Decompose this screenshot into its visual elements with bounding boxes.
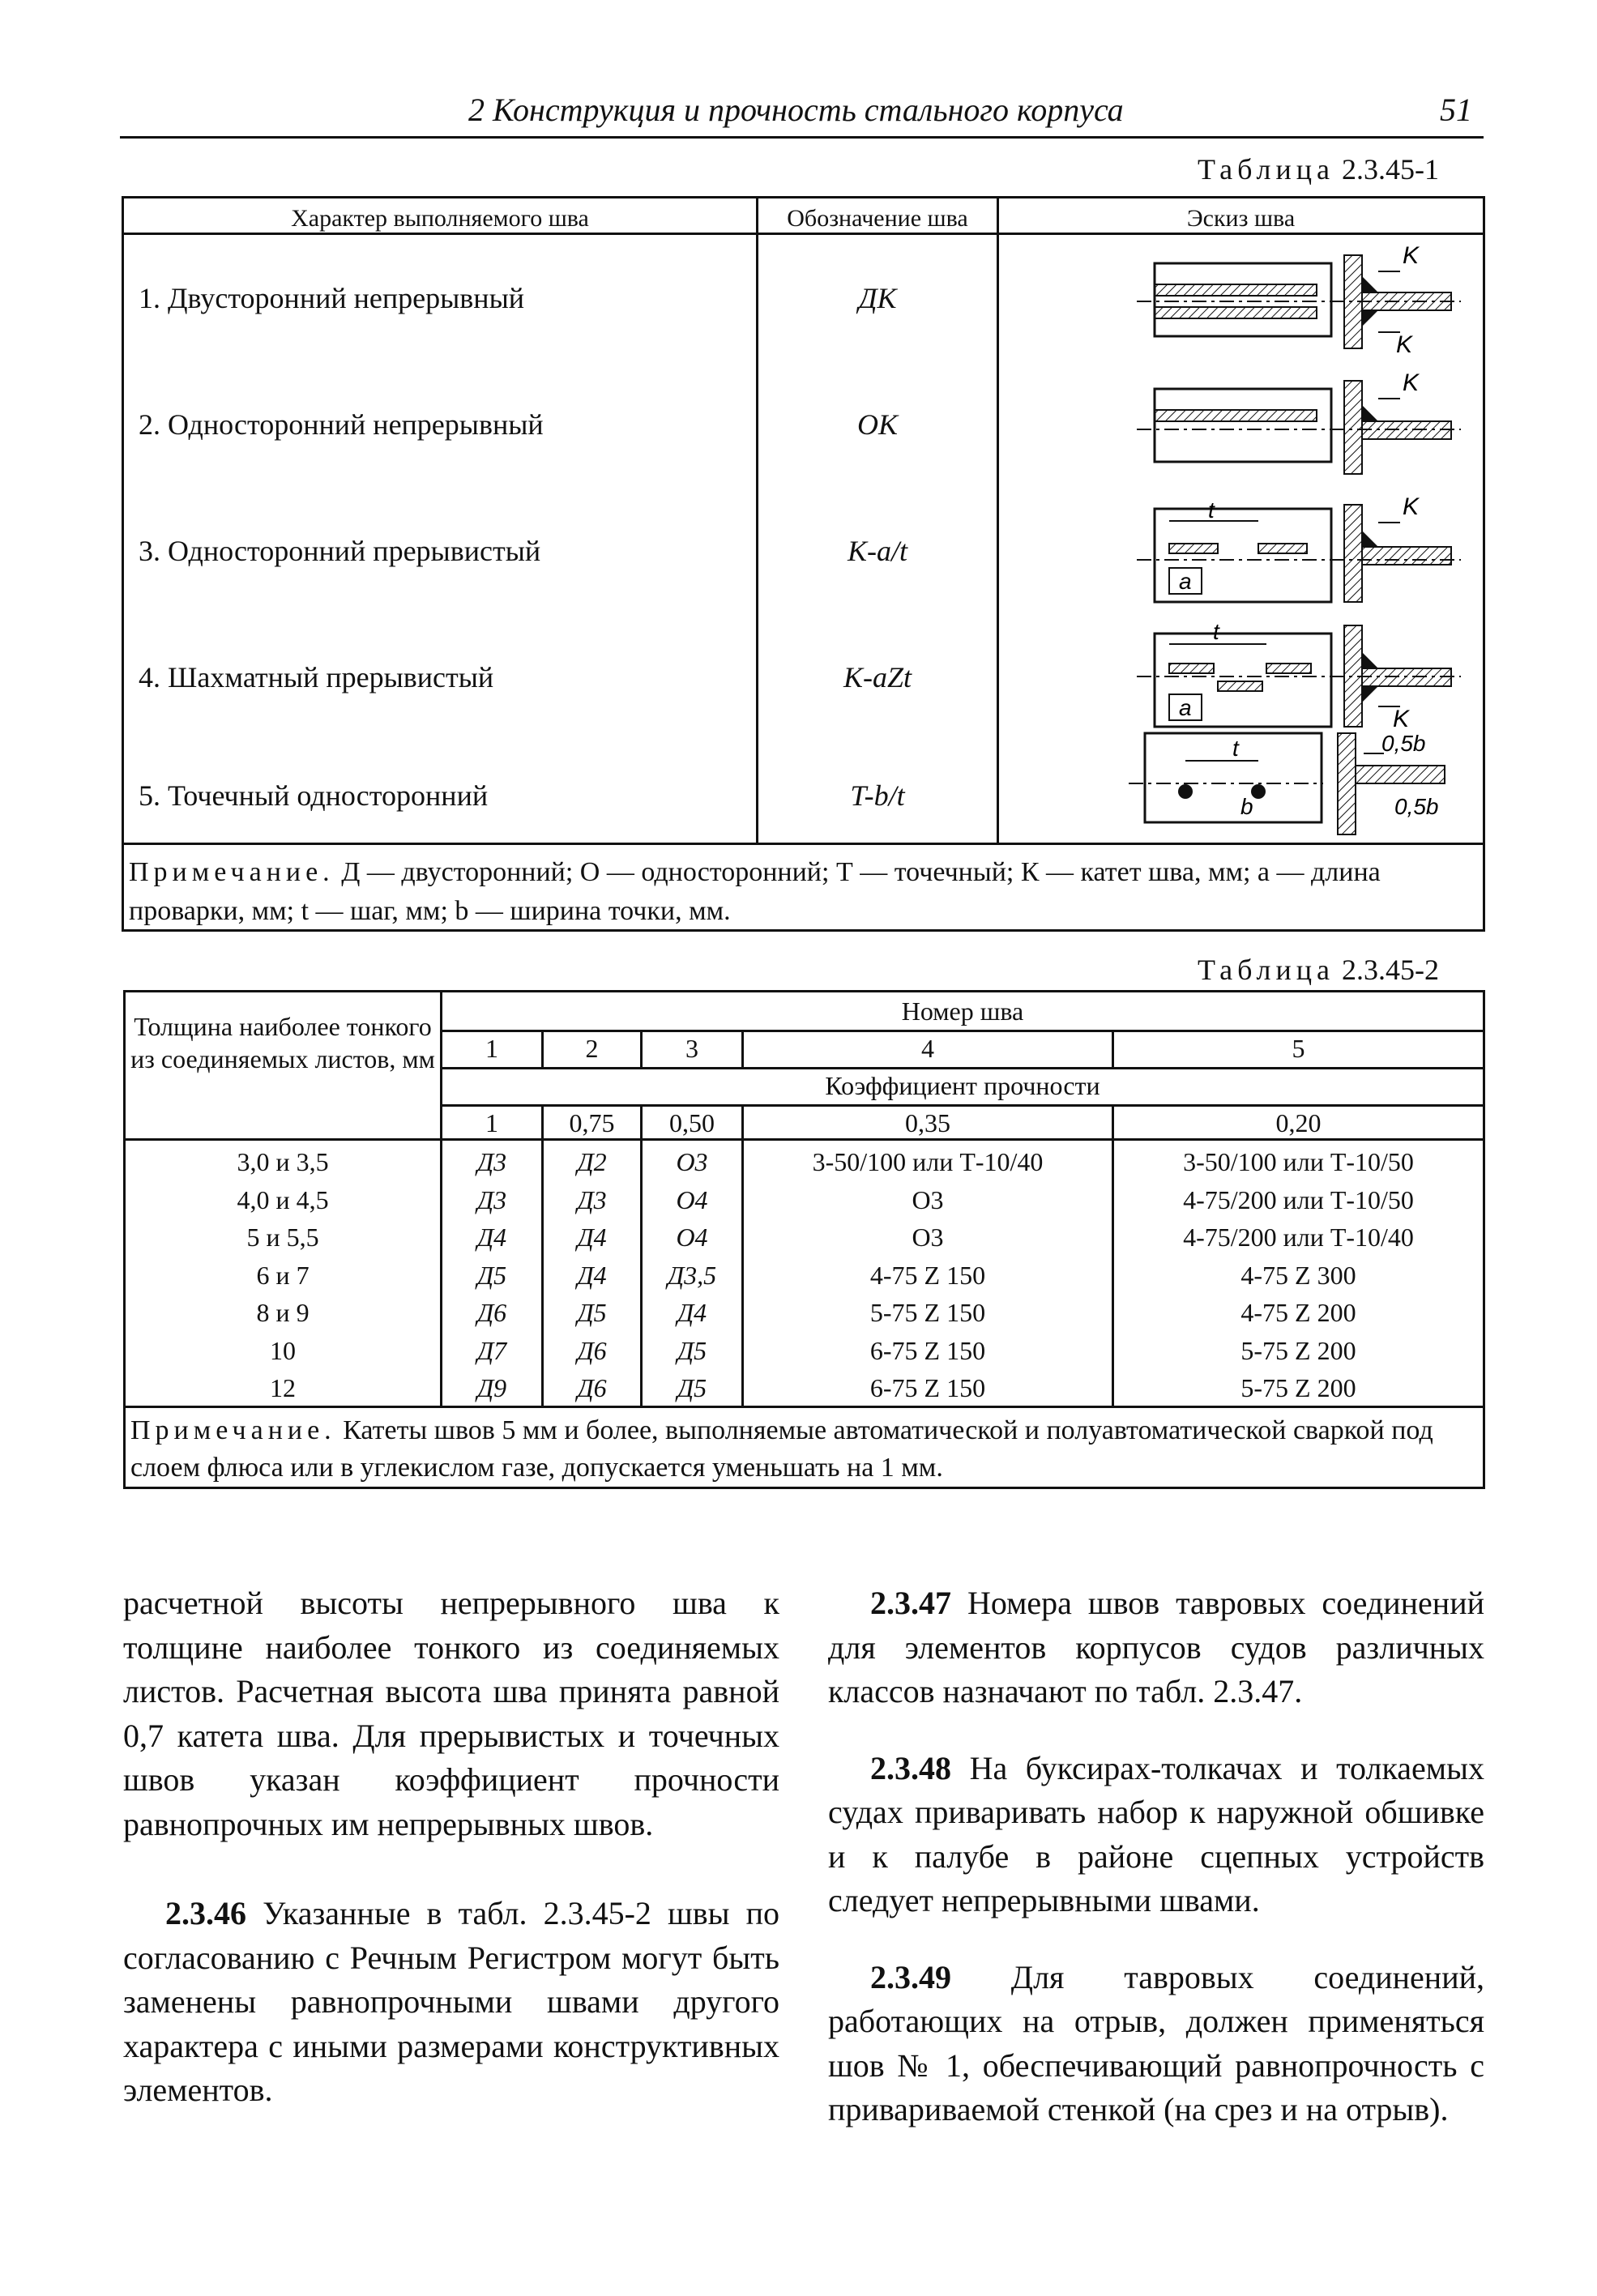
- strength-cell: 0,75: [569, 1108, 615, 1137]
- clause-number: 2.3.47: [870, 1585, 951, 1621]
- thickness-cell: 3,0 и 3,5: [237, 1147, 329, 1176]
- weld-value-cell: О4: [676, 1184, 708, 1214]
- weld-number-cell: 4: [921, 1034, 934, 1063]
- weld-row-label: 1. Двусторонний непрерывный: [139, 282, 525, 314]
- weld-number-cell: 3: [685, 1034, 698, 1063]
- note-text: Катеты швов 5 мм и более, выполняемые автоматической и полуавтоматической сваркой под слоем флюса или в углекислом газе, допускается уменьшать на 1 мм.: [130, 1415, 1433, 1483]
- table1-caption: [1198, 152, 1439, 186]
- weld-row-label: 4. Шахматный прерывистый: [139, 661, 494, 693]
- weld-row-label: 3. Односторонний прерывистый: [139, 535, 541, 567]
- weld-value-cell: Д4: [577, 1260, 607, 1290]
- paragraph-2-3-48: [828, 1747, 1484, 1923]
- thickness-cell: 8 и 9: [256, 1298, 310, 1327]
- weld-value-cell: Д2: [577, 1147, 607, 1176]
- weld-value-cell: Д5: [476, 1260, 507, 1290]
- sketch-label-a: a: [1179, 569, 1192, 594]
- sketch-label-k: K: [1403, 242, 1420, 269]
- weld-value-cell: Д4: [677, 1298, 707, 1327]
- sketch-label-a: a: [1179, 695, 1192, 720]
- weld-value-cell: Д4: [577, 1223, 607, 1252]
- weld-value-cell: 6-75 Z 150: [869, 1373, 986, 1402]
- note-text: Д — двусторонний; О — односторонний; Т — точечный; К — катет шва, мм; a — длина проварки, мм; t — шаг, мм; b — ширина точки, мм.: [129, 857, 1381, 926]
- strength-cell: 1: [485, 1108, 498, 1137]
- weld-number-cell: 5: [1292, 1034, 1305, 1063]
- thickness-cell: 6 и 7: [256, 1260, 310, 1290]
- column-header-weld-character: Характер выполняемого шва: [291, 205, 589, 232]
- sketch-label-half-b: 0,5b: [1381, 731, 1426, 756]
- weld-row-code: ОК: [857, 408, 898, 441]
- thickness-cell: 12: [270, 1373, 296, 1402]
- column-header-weld-designation: Обозначение шва: [787, 205, 968, 232]
- weld-value-cell: 4-75 Z 200: [1240, 1298, 1356, 1327]
- weld-value-cell: 5-75 Z 200: [1240, 1373, 1356, 1402]
- weld-row-code: T-b/t: [850, 779, 905, 812]
- sketch-label-t: t: [1232, 736, 1239, 761]
- weld-value-cell: Д6: [577, 1335, 607, 1365]
- weld-value-cell: Д9: [476, 1373, 507, 1402]
- text-column-right: [828, 1581, 1484, 2178]
- weld-value-cell: Д5: [577, 1298, 607, 1327]
- weld-value-cell: О3: [676, 1147, 708, 1176]
- thickness-cell: 5 и 5,5: [246, 1223, 319, 1252]
- table1-caption-number: 2.3.45-1: [1341, 153, 1439, 186]
- weld-value-cell: Д3: [476, 1147, 507, 1176]
- weld-row-label: 2. Односторонний непрерывный: [139, 408, 544, 441]
- sketch-label-b: b: [1240, 794, 1253, 819]
- running-header-title: 2 Конструкция и прочность стального корпуса: [468, 92, 1124, 128]
- weld-sketch-double-continuous: [1121, 239, 1485, 361]
- weld-value-cell: 4-75 Z 150: [869, 1260, 986, 1290]
- sketch-label-half-b: 0,5b: [1394, 794, 1439, 819]
- table1-caption-word: Таблица: [1198, 153, 1334, 186]
- weld-value-cell: Д3: [476, 1184, 507, 1214]
- weld-sketch-spot: [1121, 725, 1485, 843]
- weld-value-cell: О4: [676, 1223, 708, 1252]
- column-header-weld-number: Номер шва: [901, 996, 1024, 1026]
- note-word: Примечание.: [130, 1415, 336, 1445]
- weld-row-code: K-a/t: [847, 535, 907, 567]
- table2-caption-word: Таблица: [1198, 954, 1334, 986]
- weld-number-cell: 1: [485, 1034, 498, 1063]
- strength-cell: 0,50: [669, 1108, 715, 1137]
- running-header: [120, 87, 1484, 139]
- thickness-cell: 10: [270, 1335, 296, 1365]
- clause-text: Для тавровых соединений, работающих на отрыв, должен применяться шов № 1, обеспечивающий равнопрочность с привариваемой стенкой (на срез и на отрыв).: [828, 1958, 1485, 2127]
- weld-value-cell: 4-75 Z 300: [1240, 1260, 1356, 1290]
- weld-value-cell: О3: [912, 1223, 944, 1252]
- strength-cell: 0,20: [1275, 1108, 1322, 1137]
- note-word: Примечание.: [129, 857, 335, 887]
- clause-text: На буксирах-толкачах и толкаемых судах приваривать набор к наружной обшивке и к палубе в районе сцепных устройств следует непрерывными швами.: [828, 1749, 1484, 1918]
- table2-caption-number: 2.3.45-2: [1341, 954, 1439, 986]
- table2-caption: [1198, 953, 1439, 987]
- sketch-label-k: K: [1393, 706, 1410, 732]
- clause-number: 2.3.48: [870, 1749, 951, 1786]
- sketch-label-k: K: [1403, 369, 1420, 396]
- weld-value-cell: Д6: [476, 1298, 507, 1327]
- weld-value-cell: 3-50/100 или Т-10/50: [1183, 1147, 1414, 1176]
- weld-value-cell: 5-75 Z 150: [869, 1298, 986, 1327]
- weld-value-cell: 5-75 Z 200: [1240, 1335, 1356, 1365]
- weld-value-cell: Д6: [577, 1373, 607, 1402]
- clause-number: 2.3.46: [165, 1895, 246, 1931]
- page-number: 51: [1440, 92, 1472, 128]
- weld-value-cell: 3-50/100 или Т-10/40: [812, 1147, 1044, 1176]
- table1-note: [129, 853, 1474, 931]
- sketch-label-t: t: [1208, 497, 1215, 523]
- weld-value-cell: Д3: [577, 1184, 607, 1214]
- weld-strength-table: [123, 990, 1485, 1489]
- strength-cell: 0,35: [905, 1108, 950, 1137]
- clause-text: Указанные в табл. 2.3.45-2 швы по согласованию с Речным Регистром могут быть заменены равнопрочными швами другого характера с иными размерами конструктивных элементов.: [123, 1895, 780, 2108]
- table2-note: [130, 1412, 1475, 1487]
- weld-value-cell: Д7: [476, 1335, 507, 1365]
- weld-value-cell: Д5: [677, 1373, 707, 1402]
- weld-row-label: 5. Точечный односторонний: [139, 779, 489, 812]
- weld-value-cell: 4-75/200 или Т-10/50: [1183, 1184, 1414, 1214]
- weld-sketch-single-intermittent: [1121, 489, 1485, 610]
- weld-value-cell: Д5: [677, 1335, 707, 1365]
- weld-sketch-single-continuous: [1121, 365, 1485, 486]
- paragraph: расчетной высоты непрерывного шва к толщине наиболее тонкого из соединяемых листов. Расчетная высота шва принята равной 0,7 катета шва. Для прерывистых и точечных швов указан коэффициент прочности равнопрочных им непрерывных швов.: [123, 1585, 779, 1842]
- weld-value-cell: О3: [912, 1184, 944, 1214]
- thickness-cell: 4,0 и 4,5: [237, 1184, 329, 1214]
- weld-row-code: ДК: [858, 282, 897, 314]
- weld-number-cell: 2: [585, 1034, 599, 1063]
- weld-row-code: K-aZt: [843, 661, 912, 693]
- weld-value-cell: 4-75/200 или Т-10/40: [1183, 1223, 1414, 1252]
- paragraph-2-3-47: [828, 1581, 1484, 1714]
- text-column-left: [123, 1581, 779, 2158]
- column-header-thickness: Толщина наиболее тонкого из соединяемых листов, мм: [130, 1012, 435, 1073]
- sketch-label-k: K: [1396, 331, 1413, 358]
- sketch-label-t: t: [1213, 619, 1219, 644]
- sketch-label-k: K: [1403, 493, 1420, 520]
- weld-value-cell: Д3,5: [667, 1260, 717, 1290]
- column-header-strength: Коэффициент прочности: [825, 1071, 1100, 1100]
- paragraph-2-3-49: [828, 1956, 1484, 2132]
- weld-sketch-staggered-intermittent: [1121, 613, 1485, 735]
- paragraph-2-3-46: [123, 1892, 779, 2113]
- column-header-weld-sketch: Эскиз шва: [1186, 205, 1296, 232]
- weld-value-cell: Д4: [476, 1223, 507, 1252]
- clause-number: 2.3.49: [870, 1958, 951, 1995]
- weld-types-table: [122, 196, 1485, 932]
- weld-value-cell: 6-75 Z 150: [869, 1335, 986, 1365]
- clause-text: Номера швов тавровых соединений для элементов корпусов судов различных классов назначают по табл. 2.3.47.: [828, 1585, 1484, 1709]
